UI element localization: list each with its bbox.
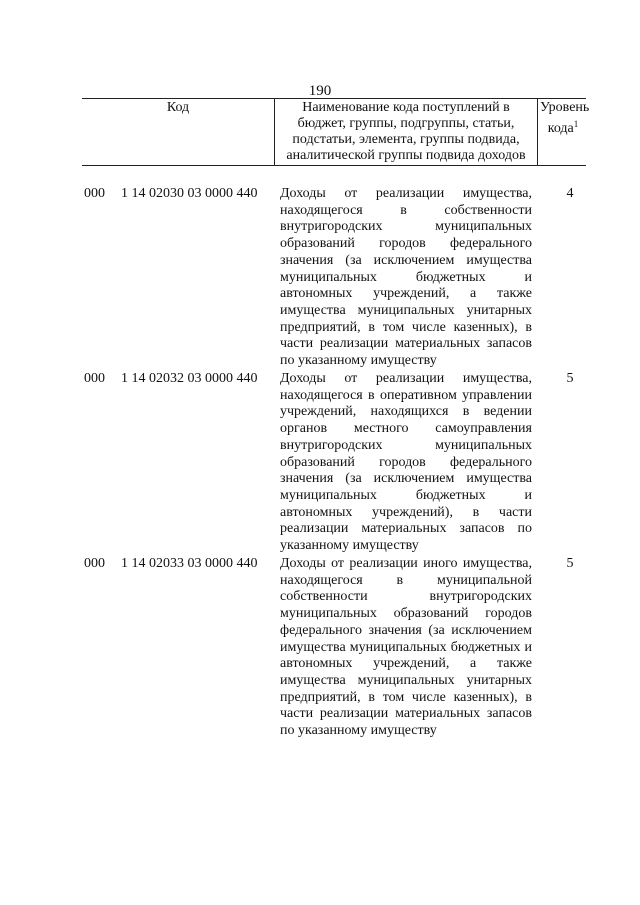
code-level: 4 <box>566 186 574 201</box>
revenue-name: Доходы от реализации иного имущества, находящегося в муниципальной собственности внутригородских муниципальных образований городов федерального значения (за исключением имущества муниципальных бюджетных и автономных учреждений, а также имущества муниципальных унитарных предприятий, в том числе казенных), в части реализации материальных запасов по указанному имуществу <box>280 556 532 739</box>
revenue-code: 1 14 02030 03 0000 440 <box>121 186 258 201</box>
page-number: 190 <box>308 83 332 99</box>
header-level <box>540 100 590 137</box>
revenue-code: 1 14 02032 03 0000 440 <box>121 371 258 386</box>
revenue-name: Доходы от реализации имущества, находящегося в оперативном управлении учреждений, находящихся в ведении органов местного самоуправления внутригородских муниципальных образований городов федерального значения (за исключением имущества муниципальных бюджетных и автономных учреждений), в части реализации материальных запасов по указанному имуществу <box>280 371 532 554</box>
header-code: Код <box>166 100 190 115</box>
revenue-code: 1 14 02033 03 0000 440 <box>121 556 258 571</box>
column-divider <box>274 99 275 165</box>
header-name: Наименование кода поступлений в бюджет, группы, подгруппы, статьи, подстатьи, элемента, группы подвида, аналитической группы подвида доходов <box>286 100 526 163</box>
header-level-label: Уровень кода <box>540 100 590 136</box>
code-level: 5 <box>566 371 574 386</box>
footnote-marker: 1 <box>573 119 579 129</box>
admin-code: 000 <box>84 556 105 571</box>
admin-code: 000 <box>84 371 105 386</box>
code-level: 5 <box>566 556 574 571</box>
column-divider <box>537 99 538 165</box>
table-header <box>82 98 590 166</box>
admin-code: 000 <box>84 186 105 201</box>
revenue-name: Доходы от реализации имущества, находящегося в собственности внутригородских муниципальных образований городов федерального значения (за исключением имущества муниципальных бюджетных и автономных учреждений, а также имущества муниципальных унитарных предприятий, в том числе казенных), в части реализации материальных запасов по указанному имуществу <box>280 186 532 369</box>
